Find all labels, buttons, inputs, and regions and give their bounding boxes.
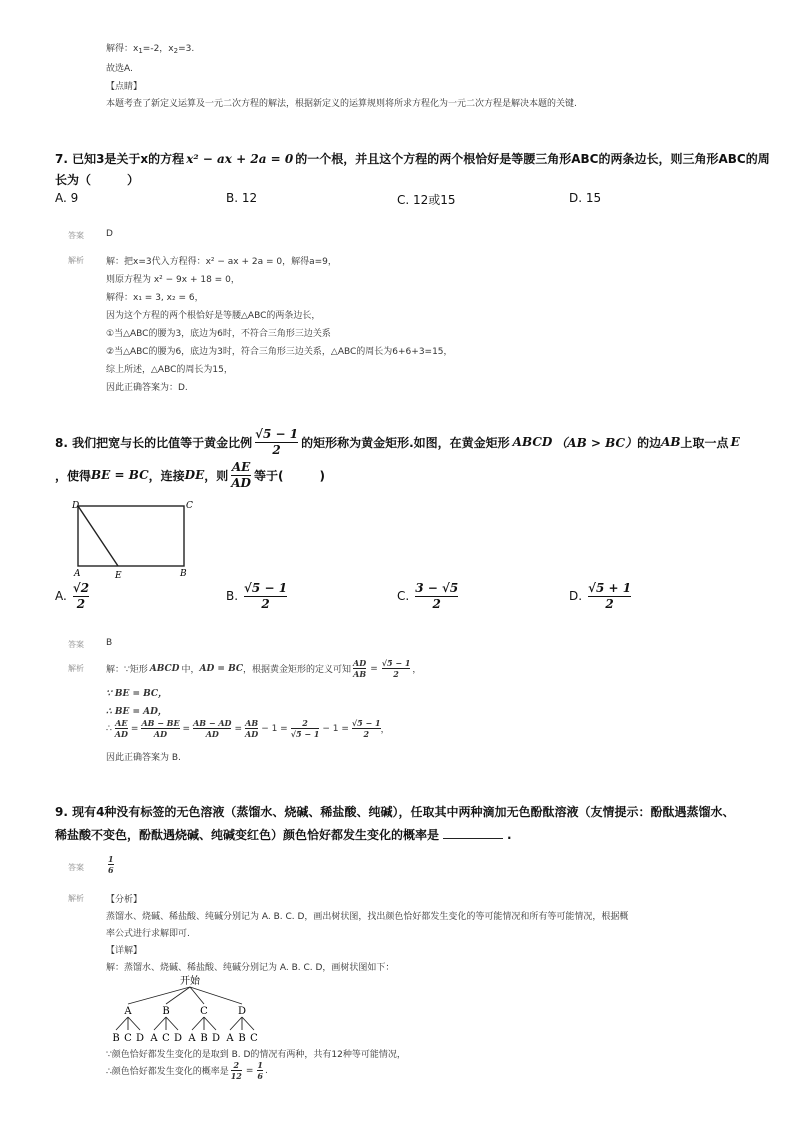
comment-tag: 【点睛】 [106,82,143,92]
question-8-line-2: ，使得 BE = BC ，连接 DE ，则 $\frac{AE}{AD}$ 等于( ) [55,460,325,490]
ae-over-ad-fraction: $\frac{AE}{AD}$ [231,460,251,490]
q8-analysis-line-3: ∴ BE = AD， [106,707,167,717]
q7-answer-tag: 答案 [68,231,84,240]
q8-option-b: B. $\frac{√5 - 1}{2}$ [226,581,288,611]
label-b: B [180,569,187,579]
tree-leaf: B [112,1033,120,1044]
tree-leaf: A [150,1033,158,1044]
q9-para-2: 率公式进行求解即可. [106,929,190,939]
q7-option-b: B. 12 [226,191,258,205]
q8-answer: B [106,638,113,648]
q8-analysis-line-2: ∵ BE = BC， [106,689,168,699]
q9-para-4: ∵颜色恰好都发生变化的是取到 B. D的情况有两种，共有12种等可能情况， [106,1050,406,1060]
segment-de [78,506,118,566]
q9-xiangjie: 【详解】 [106,946,143,956]
label-e: E [115,571,122,580]
tree-root-branches [128,987,242,1004]
q8-analysis-line-1: 解：∵矩形 ABCD 中， AD = BC ，根据黄金矩形的定义可知 AD AB = √5 − 1 2 ， [106,658,422,679]
q7-analysis-line: 综上所述，△ABC的周长为15， [106,365,233,375]
q8-option-a: A. $\frac{√2}{2}$ [55,581,90,611]
q7-analysis-line: 因为这个方程的两个根恰好是等腰△ABC的两条边长， [106,311,321,321]
rectangle-abcd [78,506,184,566]
q9-answer-tag: 答案 [68,863,84,872]
q8-analysis-tag: 解析 [68,664,84,673]
q9-analysis-tag: 解析 [68,894,84,903]
tree-leaf: A [188,1033,196,1044]
q8-analysis-line-4: ∴ AE AD = AB − BE AD = AB − AD AD = AB AD − 1 = 2 √5 − 1 − 1 = √5 − 1 2 ， [106,718,390,739]
q7-option-a: A. 9 [55,191,79,205]
q7-analysis-line: 因此正确答案为：D. [106,383,188,393]
q9-para-1: 蒸馏水、烧碱、稀盐酸、纯碱分别记为 A. B. C. D，画出树状图，找出颜色恰好都发生变化的等可能情况和所有等可能情况，根据概 [106,912,629,922]
q8-option-c: C. $\frac{3 - √5}{2}$ [397,581,459,611]
q7-analysis-line: ②当△ABC的腰为6，底边为3时，符合三角形三边关系，△ABC的周长为6+6+3=15， [106,347,453,357]
tree-root-label: 开始 [180,976,200,987]
prev-choice-line: 故选A. [106,64,133,74]
q7-equation: x² − ax + 2a = 0 [186,152,294,166]
answer-blank [443,838,503,839]
question-7-line-2: 长为（ ） [55,173,140,187]
golden-rectangle-figure [60,498,200,580]
q9-fenxi: 【分析】 [106,895,143,905]
tree-node: C [200,1006,208,1017]
golden-ratio-fraction: $\frac{√5 - 1}{2}$ [255,427,299,457]
q7-analysis-line: 则原方程为 x² − 9x + 18 = 0， [106,275,240,285]
tree-leaf: A [226,1033,234,1044]
tree-node: D [237,1006,247,1017]
question-9-line-2: 稀盐酸不变色，酚酞遇烧碱、纯碱变红色）颜色恰好都发生变化的概率是 . [55,828,512,842]
tree-leaf: C [250,1033,258,1044]
q7-analysis-line: ①当△ABC的腰为3，底边为6时，不符合三角形三边关系 [106,329,331,339]
tree-node: A [124,1006,132,1017]
tree-leaf: C [124,1033,132,1044]
q7-analysis-line: 解得：x₁ = 3, x₂ = 6， [106,293,204,303]
tree-leaf: B [200,1033,208,1044]
q7-option-d: D. 15 [569,191,602,205]
prev-solution-line: 解得：$x_1=-2$，$x_2=3$. [106,44,195,55]
q9-para-3: 解：蒸馏水、烧碱、稀盐酸、纯碱分别记为 A. B. C. D，画树状图如下： [106,963,395,973]
tree-leaf: D [135,1033,145,1044]
label-c: C [186,501,193,511]
question-9-line-1: 9. 现有4种没有标签的无色溶液（蒸馏水、烧碱、稀盐酸、纯碱），任取其中两种滴加无色酚酞溶液（友情提示：酚酞遇蒸馏水、 [55,805,735,819]
q9-para-5: ∴颜色恰好都发生变化的概率是 2 12 = 1 6 . [106,1060,268,1081]
tree-leaf: C [162,1033,170,1044]
tree-leaf: B [238,1033,246,1044]
q7-analysis-line: 解：把x=3代入方程得：x² − ax + 2a = 0，解得a=9， [106,257,337,267]
probability-tree-diagram [104,972,264,1046]
label-a: A [74,569,81,579]
tree-node: B [162,1006,170,1017]
label-d: D [72,501,80,511]
q7-option-c: C. 12或15 [397,193,456,207]
comment-text: 本题考查了新定义运算及一元二次方程的解法，根据新定义的运算规则将所求方程化为一元二次方程是解决本题的关键. [106,99,577,109]
tree-leaf-branches [116,1017,254,1030]
tree-leaf: D [173,1033,183,1044]
q9-answer: $\frac{1}{6}$ [108,854,114,875]
q8-answer-tag: 答案 [68,640,84,649]
q7-analysis-tag: 解析 [68,256,84,265]
q7-answer: D [106,229,113,239]
question-7-line-1: 7. 已知3是关于x的方程 x² − ax + 2a = 0 的一个根，并且这个方程的两个根恰好是等腰三角形ABC的两条边长，则三角形ABC的周 [55,152,770,166]
q8-option-d: D. $\frac{√5 + 1}{2}$ [569,581,632,611]
tree-leaf: D [211,1033,221,1044]
q8-analysis-line-5: 因此正确答案为 B. [106,753,181,763]
question-8-line-1: 8. 我们把宽与长的比值等于黄金比例 $\frac{√5 - 1}{2}$ 的矩形称为黄金矩形.如图，在黄金矩形 ABCD （AB > BC） 的边 AB 上取一点 E [55,427,740,457]
